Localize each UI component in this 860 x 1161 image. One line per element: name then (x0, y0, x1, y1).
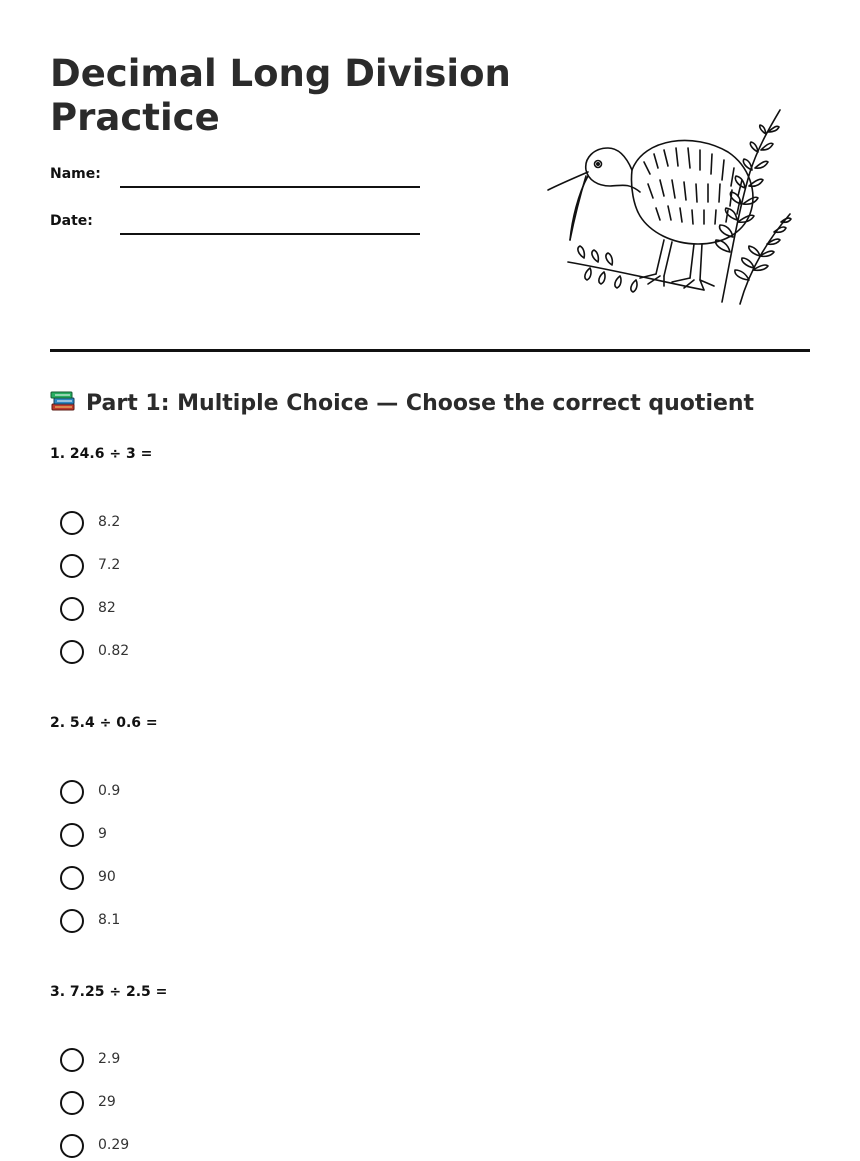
name-field-row (50, 166, 430, 196)
option-label: 90 (98, 869, 116, 885)
option-1c[interactable] (60, 597, 260, 623)
radio-button[interactable] (60, 597, 84, 621)
radio-button[interactable] (60, 1091, 84, 1115)
radio-button[interactable] (60, 1048, 84, 1072)
option-label: 0.29 (98, 1137, 130, 1153)
option-label: 2.9 (98, 1051, 121, 1067)
question-text: 2. 5.4 ÷ 0.6 = (50, 715, 158, 731)
radio-button[interactable] (60, 823, 84, 847)
option-label: 8.2 (98, 514, 121, 530)
date-label: Date: (50, 213, 93, 229)
option-label: 29 (98, 1094, 116, 1110)
question-text: 3. 7.25 ÷ 2.5 = (50, 984, 168, 1000)
question-text: 1. 24.6 ÷ 3 = (50, 446, 153, 462)
radio-button[interactable] (60, 1134, 84, 1158)
page-title: Decimal Long Division Practice (50, 52, 511, 139)
option-2a[interactable] (60, 780, 260, 806)
option-label: 82 (98, 600, 116, 616)
part1-heading (50, 389, 754, 419)
header-divider (50, 349, 810, 352)
radio-button[interactable] (60, 866, 84, 890)
radio-button[interactable] (60, 909, 84, 933)
option-label: 0.9 (98, 783, 121, 799)
option-3b[interactable] (60, 1091, 260, 1117)
option-label: 0.82 (98, 643, 130, 659)
kiwi-illustration (544, 92, 794, 307)
option-1b[interactable] (60, 554, 260, 580)
option-3a[interactable] (60, 1048, 260, 1074)
date-line[interactable] (120, 233, 420, 235)
option-2d[interactable] (60, 909, 260, 935)
option-label: 8.1 (98, 912, 121, 928)
part1-heading-text: Part 1: Multiple Choice — Choose the correct quotient (86, 391, 755, 416)
books-icon (50, 389, 76, 413)
radio-button[interactable] (60, 554, 84, 578)
option-2b[interactable] (60, 823, 260, 849)
name-label: Name: (50, 166, 101, 182)
option-label: 7.2 (98, 557, 121, 573)
radio-button[interactable] (60, 511, 84, 535)
option-label: 9 (98, 826, 107, 842)
option-1d[interactable] (60, 640, 260, 666)
option-2c[interactable] (60, 866, 260, 892)
radio-button[interactable] (60, 640, 84, 664)
name-line[interactable] (120, 186, 420, 188)
option-1a[interactable] (60, 511, 260, 537)
date-field-row (50, 213, 430, 243)
option-3c[interactable] (60, 1134, 260, 1160)
radio-button[interactable] (60, 780, 84, 804)
